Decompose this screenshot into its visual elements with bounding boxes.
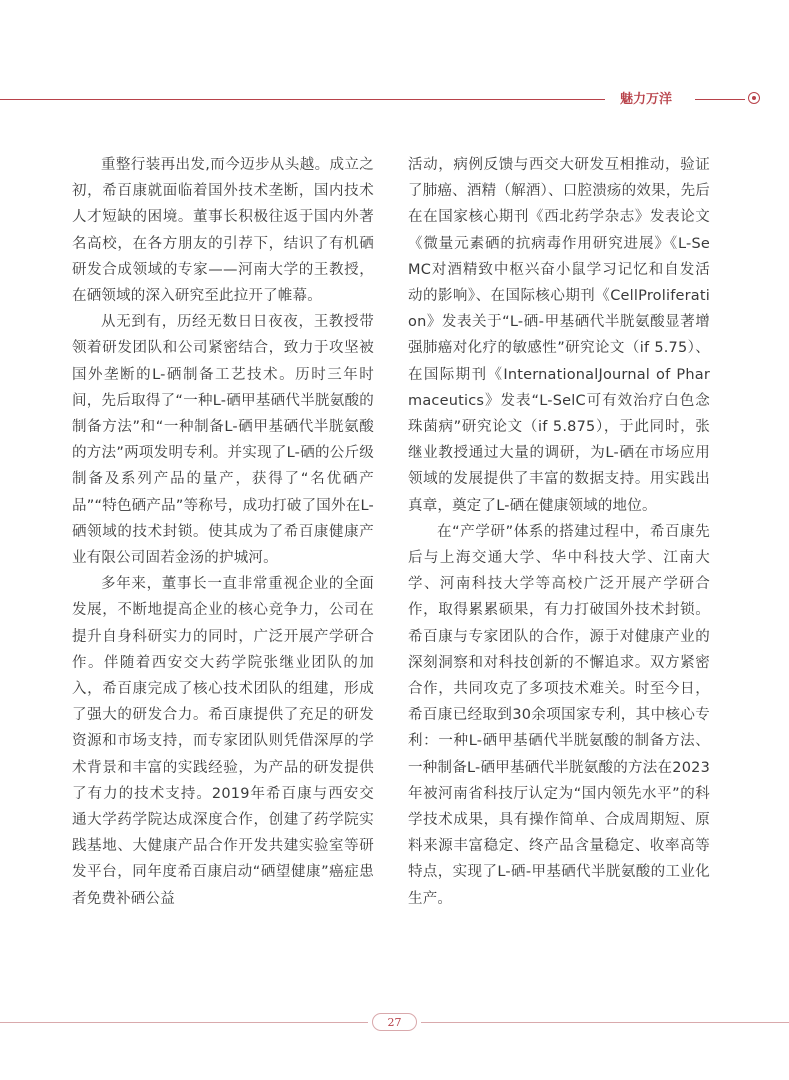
paragraph: 多年来，董事长一直非常重视企业的全面发展，不断地提高企业的核心竞争力，公司在提升自身科研实力的同时，广泛开展产学研合作。伴随着西安交大药学院张继业团队的加入，希百康完成了核心技术团队的组建，形成了强大的研发合力。希百康提供了充足的研发资源和市场支持，而专家团队则凭借深厚的学术背景和丰富的实践经验，为产品的研发提供了有力的技术支持。2019年希百康与西安交通大学药学院达成深度合作，创建了药学院实践基地、大健康产品合作开发共建实验室等研发平台，同年度希百康启动“硒望健康”癌症患者免费补硒公益 [72,576,374,907]
paragraph-continued: 活动，病例反馈与西交大研发互相推动，验证了肺癌、酒精（解酒）、口腔溃疡的效果，先后在在国家核心期刊《西北药学杂志》发表论文《微量元素硒的抗病毒作用研究进展》《L-SeMC对酒精致中枢兴奋小鼠学习记忆和自发活动的影响》、在国际核心期刊《CellProliferation》发表关于“L-硒-甲基硒代半胱氨酸显著增强肺癌对化疗的敏感性”研究论文（if 5.75）、在国际期刊《InternationalJournal of Pharmaceutics》发表“L-SelC可有效治疗白色念珠菌病”研究论文（if 5.875），于此同时，张继业教授通过大量的调研，为L-硒在市场应用领域的发展提供了丰富的数据支持。用实践出真章，奠定了L-硒在健康领域的地位。 [408,157,710,514]
target-dot-icon [748,92,760,104]
paragraph: 从无到有，历经无数日日夜夜，王教授带领着研发团队和公司紧密结合，致力于攻坚被国外垄断的L-硒制备工艺技术。历时三年时间，先后取得了“一种L-硒甲基硒代半胱氨酸的制备方法”和“一种制备L-硒甲基硒代半胱氨酸的方法”两项发明专利。并实现了L-硒的公斤级制备及系列产品的量产，获得了“名优硒产品”“特色硒产品”等称号，成功打破了国外在L-硒领域的技术封锁。使其成为了希百康健康产业有限公司固若金汤的护城河。 [72,314,374,567]
paragraph: 重整行装再出发,而今迈步从头越。成立之初，希百康就面临着国外技术垄断，国内技术人才短缺的困境。董事长积极往返于国内外著名高校，在各方朋友的引荐下，结识了有机硒研发合成领域的专家——河南大学的王教授，在硒领域的深入研究至此拉开了帷幕。 [72,157,374,305]
paragraph: 在“产学研”体系的搭建过程中，希百康先后与上海交通大学、华中科技大学、江南大学、河南科技大学等高校广泛开展产学研合作，取得累累硕果，有力打破国外技术封锁。希百康与专家团队的合作，源于对健康产业的深刻洞察和对科技创新的不懈追求。双方紧密合作，共同攻克了多项技术难关。时至今日，希百康已经取到30余项国家专利，其中核心专利：一种L-硒甲基硒代半胱氨酸的制备方法、一种制备L-硒甲基硒代半胱氨酸的方法在2023年被河南省科技厅认定为“国内领先水平”的科学技术成果，具有操作简单、合成周期短、原料来源丰富稳定、终产品含量稳定、收率高等特点，实现了L-硒-甲基硒代半胱氨酸的工业化生产。 [408,523,710,907]
header-rule-left [0,99,605,100]
section-title: 魅力万洋 [620,92,673,107]
article-column-right [408,152,710,912]
header-rule-right [695,99,745,100]
footer-rule-left [0,1022,368,1023]
article-column-left [72,152,374,912]
footer-rule-right [421,1022,789,1023]
page-number: 27 [372,1013,417,1031]
